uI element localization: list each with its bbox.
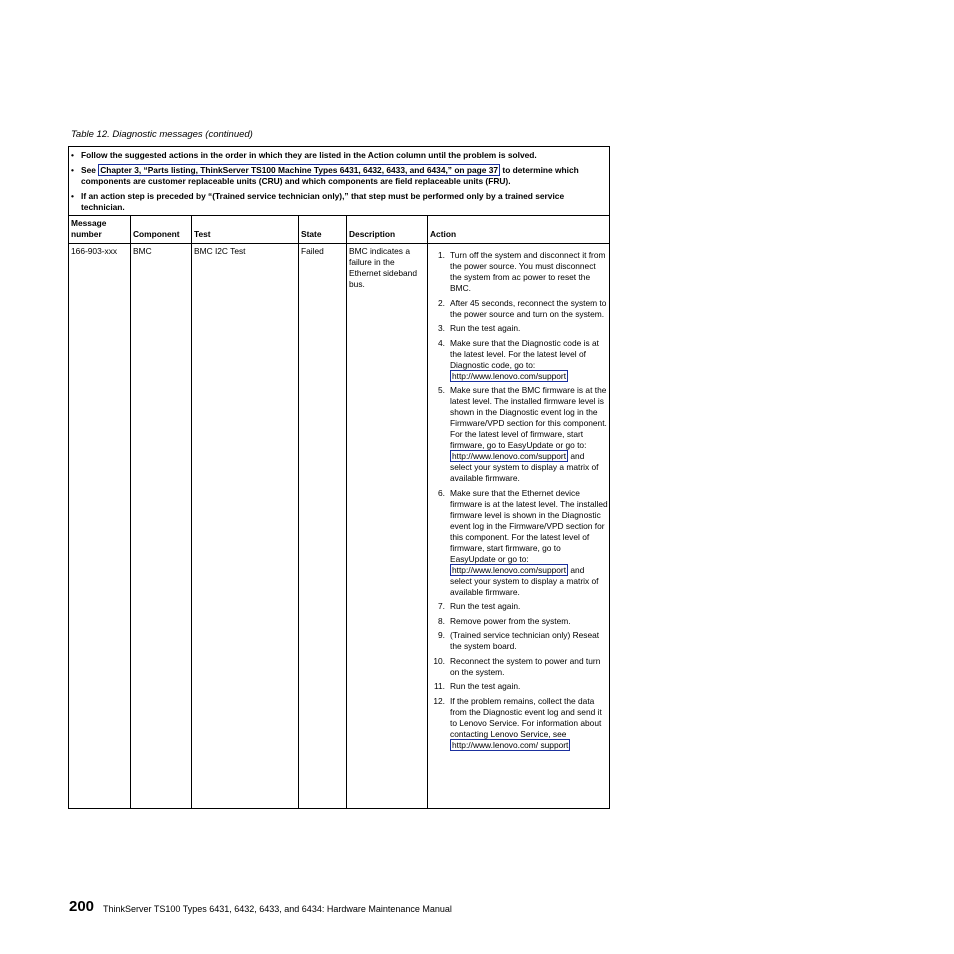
action-step: [430, 250, 608, 294]
step-number: 5.: [438, 385, 445, 395]
step-text: Reconnect the system to power and turn on the system.: [450, 655, 601, 677]
column-divider: [346, 216, 347, 808]
table-caption: Table 12. Diagnostic messages (continued): [71, 129, 253, 140]
step-number: 3.: [438, 323, 445, 333]
step-text: Run the test again.: [450, 601, 521, 611]
action-step: [430, 601, 608, 612]
note-text: Follow the suggested actions in the order in which they are listed in the Action column until the problem is solved.: [81, 150, 537, 160]
action-step: [430, 338, 608, 382]
step-text: Remove power from the system.: [450, 615, 571, 626]
chapter-3-link[interactable]: Chapter 3, “Parts listing, ThinkServer TS100 Machine Types 6431, 6432, 6433, and 6434,” on page 37: [100, 165, 499, 175]
cell-component: BMC: [133, 246, 152, 256]
header-state: State: [301, 229, 322, 239]
cell-test: BMC I2C Test: [194, 246, 246, 256]
header-component: Component: [133, 229, 180, 239]
column-divider: [130, 216, 131, 808]
step-number: 8.: [438, 615, 445, 626]
support-link[interactable]: http://www.lenovo.com/support: [452, 451, 567, 461]
header-description: Description: [349, 229, 396, 239]
step-text: Turn off the system and disconnect it from the power source. You must disconnect the system from ac power to reset the BMC.: [450, 250, 606, 293]
header-test: Test: [194, 229, 211, 239]
step-text: After 45 seconds, reconnect the system to the power source and turn on the system.: [450, 297, 607, 319]
step-number: 10.: [433, 655, 445, 666]
step-text: Make sure that the Ethernet device firmware is at the latest level. The installed firmware level is shown in the Diagnostic event log in the Firmware/VPD section for this component. For the latest level of firmware, start firmware, go to EasyUpdate or go to:: [450, 487, 608, 564]
header-action: Action: [430, 229, 457, 239]
action-step: [430, 656, 608, 678]
action-step: [430, 616, 608, 627]
cell-message-number: 166-903-xxx: [71, 246, 118, 256]
step-text: Run the test again.: [450, 681, 521, 691]
support-link[interactable]: http://www.lenovo.com/ support: [452, 739, 569, 750]
table-notes: [69, 147, 609, 216]
step-text: Make sure that the Diagnostic code is at the latest level. For the latest level of Diagnostic code, go to:: [450, 337, 599, 370]
page-number: 200: [69, 898, 95, 915]
note-prefix: See: [81, 165, 99, 175]
step-number: 6.: [438, 487, 445, 498]
action-list: [430, 250, 608, 754]
step-text: If the problem remains, collect the data from the Diagnostic event log and send it to Lenovo Service. For information about contacting Lenovo Service, see: [450, 695, 602, 739]
action-step: [430, 385, 608, 484]
cell-description: BMC indicates a failure in the Ethernet sideband bus.: [349, 246, 417, 289]
column-divider: [191, 216, 192, 808]
bullet: •: [71, 150, 74, 160]
step-number: 1.: [438, 250, 445, 260]
action-step: [430, 488, 608, 598]
step-text: (Trained service technician only) Reseat the system board.: [450, 630, 600, 651]
step-number: 11.: [433, 681, 445, 691]
support-link[interactable]: http://www.lenovo.com/support: [452, 370, 567, 381]
support-link[interactable]: http://www.lenovo.com/support: [452, 564, 567, 575]
action-step: [430, 681, 608, 692]
cell-state: Failed: [301, 246, 324, 256]
action-step: [430, 696, 608, 751]
action-step: [430, 323, 608, 334]
note-text: If an action step is preceded by “(Trained service technician only),” that step must be performed only by a trained service technician.: [81, 191, 565, 212]
action-step: [430, 298, 608, 320]
table-header: [69, 216, 609, 244]
note-text: [81, 165, 601, 187]
bullet: •: [71, 165, 74, 175]
column-divider: [427, 216, 428, 808]
running-footer: ThinkServer TS100 Types 6431, 6432, 6433, and 6434: Hardware Maintenance Manual: [103, 904, 452, 914]
step-number: 9.: [438, 630, 445, 640]
action-step: [430, 630, 608, 652]
step-number: 2.: [438, 297, 445, 308]
bullet: •: [71, 191, 74, 201]
step-number: 12.: [433, 695, 445, 706]
step-number: 7.: [438, 601, 445, 611]
header-message-number: Message number: [71, 218, 107, 239]
step-text-suffix: and select your system to display a matrix of available firmware.: [450, 564, 599, 597]
column-divider: [298, 216, 299, 808]
step-number: 4.: [438, 337, 445, 348]
note-suffix: to determine which components are customer replaceable units (CRU) and which components are field replaceable units (FRU).: [81, 165, 579, 186]
step-text: Make sure that the BMC firmware is at the latest level. The installed firmware level is shown in the Diagnostic event log in the Firmware/VPD section for this component. For the latest level of firmware, start firmware, go to EasyUpdate or go to:: [450, 385, 607, 450]
step-text: Run the test again.: [450, 323, 521, 333]
diagnostic-table: [68, 146, 610, 809]
step-text-suffix: and select your system to display a matrix of available firmware.: [450, 451, 599, 483]
